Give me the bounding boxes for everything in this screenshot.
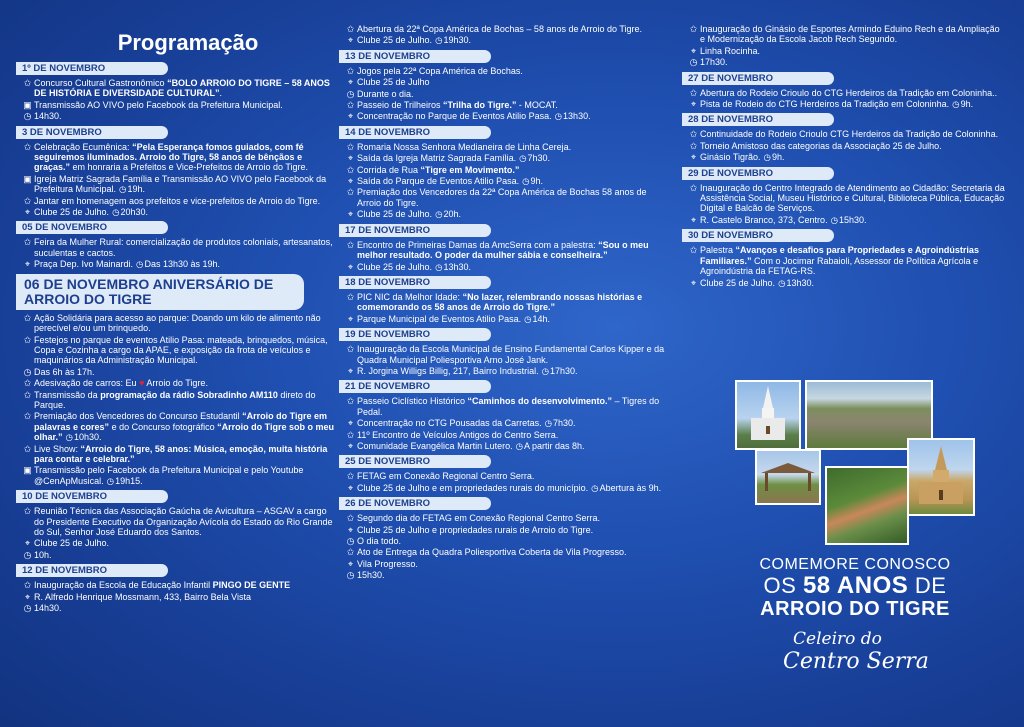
clock-icon: ◷ [346,536,355,546]
star-icon: ✩ [689,245,698,256]
event-item: ✩ Continuidade do Rodeio Crioulo CTG Herdeiros da Tradição de Coloninha. [689,129,999,140]
date-header-nov-3: 3 DE NOVEMBRO [16,126,168,139]
event-item: ✩ Feira da Mulher Rural: comercialização de produtos coloniais, artesanatos, suculentas e cactos. [23,237,333,258]
star-icon: ✩ [346,164,355,175]
clock-icon: ◷ [689,57,698,68]
star-icon: ✩ [346,547,355,558]
pin-icon: ⌖ [347,313,354,324]
location-item: ⌖ Clube 25 de Julho. ◷20h. [345,209,670,219]
event-item: ✩ Inauguração do Ginásio de Esportes Armindo Eduino Rech e da Ampliação e Modernização da Escola Jacob Rech Segundo. [689,24,1000,45]
star-icon: ✩ [346,291,355,302]
clock-icon: ◷ [554,111,563,122]
star-icon: ✩ [689,129,698,140]
event-item: ✩ Passeio Ciclístico Histórico “Caminhos do desenvolvimento.” – Tigres do Pedal. [346,396,660,417]
closing-message [735,556,975,674]
star-icon: ✩ [23,312,32,323]
clock-icon: ◷ [23,111,32,122]
date-header-nov-28: 28 DE NOVEMBRO [682,113,834,126]
date-header-nov-30: 30 DE NOVEMBRO [682,229,834,242]
event-item: ✩ Encontro de Primeiras Damas da AmcSerra com a palestra: “Sou o meu melhor resultado. O poder da mulher sábia e conselheira.” [346,239,649,261]
river-bridge-photo [825,466,909,545]
clock-icon: ◷ [830,214,838,225]
star-icon: ✩ [23,411,32,422]
star-icon: ✩ [23,378,32,389]
clock-icon: ◷ [541,365,549,376]
pin-icon: ⌖ [347,440,354,451]
pin-icon: ⌖ [24,591,31,602]
event-item: ✩ PIC NIC da Melhor Idade: “No lazer, relembrando nossas histórias e comemorando os 58 anos de Arroio do Tigre.” [346,291,643,313]
event-item: ✩ Jantar em homenagem aos prefeitos e vice-prefeitos de Arroio do Tigre. [23,195,321,206]
event-item: ✩ Inauguração da Escola de Educação Infantil PINGO DE GENTE [23,580,291,591]
star-icon: ✩ [689,24,698,34]
location-item: ⌖ R. Castelo Branco, 373, Centro. ◷15h30. [688,215,1006,225]
star-icon: ✩ [346,513,355,524]
column-3 [688,24,1006,289]
star-icon: ✩ [346,239,355,250]
date-header-nov-17: 17 DE NOVEMBRO [339,224,491,237]
pin-icon: ⌖ [347,111,354,122]
event-item: ✩ Transmissão da programação da rádio Sobradinho AM110 direto do Parque. [23,389,316,410]
pin-icon: ⌖ [347,77,354,88]
star-icon: ✩ [346,429,355,440]
star-icon: ✩ [689,140,698,151]
date-header-nov-26: 26 DE NOVEMBRO [339,497,491,510]
time-item: ◷ 10h. [23,549,52,560]
location-item: ⌖ Clube 25 de Julho [345,77,670,87]
photo-collage [735,380,975,545]
event-item: ✩ Adesivação de carros: Eu ♥ Arroio do Tigre. [23,378,208,389]
event-item: ✩ Segundo dia do FETAG em Conexão Regional Centro Serra. [346,513,600,524]
location-item: ⌖ Vila Progresso. [345,559,670,569]
slogan-script-1: Celeiro do [793,629,882,649]
clock-icon: ◷ [346,570,355,581]
location-item: ⌖ Clube 25 de Julho e em propriedades rurais do município. ◷Abertura às 9h. [345,483,670,493]
star-icon: ✩ [689,87,698,98]
pin-icon: ⌖ [690,152,697,163]
date-header-nov-29: 29 DE NOVEMBRO [682,167,834,180]
clock-icon: ◷ [519,153,527,164]
time-item: ◷ Das 6h às 17h. [23,366,95,377]
time-item: ◷ Durante o dia. [346,88,414,99]
location-item: ⌖ Clube 25 de Julho. ◷13h30. [688,278,1006,288]
location-item: ⌖ Clube 25 de Julho. ◷13h30. [345,262,670,272]
closing-line-3: ARROIO DO TIGRE [760,598,950,620]
star-icon: ✩ [689,182,698,193]
date-header-nov-27: 27 DE NOVEMBRO [682,72,834,85]
pin-icon: ⌖ [690,277,697,288]
clock-icon: ◷ [544,418,553,429]
star-icon: ✩ [23,443,32,454]
star-icon: ✩ [346,187,355,198]
clock-icon: ◷ [346,88,355,99]
date-header-nov-10: 10 DE NOVEMBRO [16,490,168,503]
event-item: ✩ Festejos no parque de eventos Atilio Pasa: mateada, brinquedos, música, Copa e Cozinha a cargo da APAE, e exposição da frota de veículos e maquinários da Administração Municipal. [23,334,328,366]
date-header-nov-1: 1º DE NOVEMBRO [16,62,168,75]
park-photo [755,449,821,505]
pin-icon: ⌖ [347,261,354,272]
star-icon: ✩ [23,506,32,517]
time-item: ◷ 14h30. [23,603,62,614]
event-item: ✩ Premiação dos Vencedores da 22ª Copa América de Bochas 58 anos de Arroio do Tigre. [346,187,647,208]
clock-icon: ◷ [778,277,786,288]
broadcast-item: ▣ Transmissão pelo Facebook da Prefeitura Municipal e pelo Youtube @CenApMusical. ◷19h15. [23,465,304,486]
location-item: ⌖ Clube 25 de Julho. ◷19h30. [345,35,670,45]
clock-icon: ◷ [435,209,443,220]
pin-icon: ⌖ [24,207,31,218]
star-icon: ✩ [346,100,355,111]
clock-icon: ◷ [435,35,443,46]
clock-icon: ◷ [591,482,599,493]
pin-icon: ⌖ [347,482,354,493]
broadcast-item: ▣ Igreja Matriz Sagrada Família e Transmissão AO VIVO pelo Facebook da Prefeitura Municipal. ◷19h. [23,173,327,195]
pin-icon: ⌖ [24,538,31,549]
star-icon: ✩ [346,396,355,407]
event-item: ✩ Corrida de Rua “Tigre em Movimento.” [346,164,520,175]
date-header-nov-14: 14 DE NOVEMBRO [339,126,491,139]
clock-icon: ◷ [23,366,32,377]
event-item: ✩ FETAG em Conexão Regional Centro Serra. [346,471,535,482]
star-icon: ✩ [346,65,355,76]
event-item: ✩ Torneio Amistoso das categorias da Associação 25 de Julho. [689,140,942,151]
location-item: ⌖ Concentração no CTG Pousadas da Carretas. ◷7h30. [345,418,670,428]
location-item: ⌖ Ginásio Tigrão. ◷9h. [688,152,1006,162]
star-icon: ✩ [23,389,32,400]
date-header-nov-21: 21 DE NOVEMBRO [339,380,491,393]
date-header-nov-13: 13 DE NOVEMBRO [339,50,491,63]
church-drawing [737,382,799,448]
event-item: ✩ Reunião Técnica das Associação Gaúcha de Avicultura – ASGAV a cargo do Presidente Executivo da Organização Avícola do Estado do Rio Grande do Sul, Senhor José Eduardo dos Santos. [23,506,333,537]
event-item: ✩ Live Show: “Arroio do Tigre, 58 anos: Música, emoção, muita história para contar e celebrar.” [23,443,328,464]
clock-icon: ◷ [23,549,32,560]
date-header-nov-5: 05 DE NOVEMBRO [16,221,168,234]
event-item: ✩ Abertura da 22ª Copa América de Bochas – 58 anos de Arroio do Tigre. [346,24,643,34]
clock-icon: ◷ [136,259,144,270]
clock-icon: ◷ [23,603,32,614]
screen-icon: ▣ [23,99,32,110]
location-item: ⌖ Saída da Igreja Matriz Sagrada Família. ◷7h30. [345,153,670,163]
pin-icon: ⌖ [347,418,354,429]
clock-icon: ◷ [522,176,530,187]
event-item: ✩ Jogos pela 22ª Copa América de Bochas. [346,65,523,76]
event-item: ✩ Passeio de Trilheiros “Trilha do Tigre.” - MOCAT. [346,100,558,111]
location-item: ⌖ Clube 25 de Julho. [22,538,334,548]
location-item: ⌖ Praça Dep. Ivo Mainardi. ◷Das 13h30 às 19h. [22,259,334,269]
pin-icon: ⌖ [347,365,354,376]
location-item: ⌖ R. Alfredo Henrique Mossmann, 433, Bairro Bela Vista [22,592,334,602]
column-2 [345,24,670,582]
pin-icon: ⌖ [24,259,31,270]
location-item: ⌖ Linha Rocinha. [688,46,1006,56]
pin-icon: ⌖ [690,45,697,56]
clock-icon: ◷ [119,184,127,195]
location-item: ⌖ Clube 25 de Julho e propriedades rurais de Arroio do Tigre. [345,525,670,535]
clock-icon: ◷ [952,99,960,110]
time-item: ◷ 14h30. [23,111,62,122]
screen-icon: ▣ [23,465,32,476]
location-item: ⌖ Comunidade Evangélica Martin Lutero. ◷A partir das 8h. [345,441,670,451]
event-item: ✩ Palestra “Avanços e desafios para Propriedades e Agroindústrias Familiares.” Com o Jocimar Rabaioli, Assessor de Política Agrícola e Agroindústria da FETAG-RS. [689,245,979,277]
heart-icon: ♥ [139,378,145,389]
location-item: ⌖ Clube 25 de Julho. ◷20h30. [22,207,334,217]
clock-icon: ◷ [65,432,73,443]
pin-icon: ⌖ [690,99,697,110]
event-item: ✩ Abertura do Rodeio Crioulo do CTG Herdeiros da Tradição em Coloninha.. [689,87,998,98]
location-item: ⌖ Saída do Parque de Eventos Atilio Pasa. ◷9h. [345,176,670,186]
closing-line-1: COMEMORE CONOSCO [759,556,951,573]
event-item: ✩ Inauguração do Centro Integrado de Atendimento ao Cidadão: Secretaria da Assistência Social, Museu Histórico e Cultural, Biblioteca Pública, Educação Digital e Balcão de Serviços. [689,182,1005,214]
star-icon: ✩ [23,334,32,345]
stone-church-drawing [909,440,973,514]
star-icon: ✩ [23,237,32,248]
clock-icon: ◷ [524,313,532,324]
pin-icon: ⌖ [347,209,354,220]
star-icon: ✩ [346,471,355,482]
pin-icon: ⌖ [347,558,354,569]
pin-icon: ⌖ [347,35,354,46]
event-item: ✩ Premiação dos Vencedores do Concurso Estudantil “Arroio do Tigre em palavras e cores” e do Concurso fotográfico “Arroio do Tigre sob o meu olhar.” ◷10h30. [23,411,334,443]
date-header-nov-25: 25 DE NOVEMBRO [339,455,491,468]
event-item: ✩ Inauguração da Escola Municipal de Ensino Fundamental Carlos Kipper e da Quadra Municipal Poliesportiva Arno José Jank. [346,344,665,365]
star-icon: ✩ [346,344,355,355]
time-item: ◷ 15h30. [346,570,385,581]
star-icon: ✩ [23,78,32,88]
location-item: ⌖ R. Jorgina Willigs Billig, 217, Bairro Industrial. ◷17h30. [345,366,670,376]
pin-icon: ⌖ [690,214,697,225]
church-photo [735,380,801,450]
date-header-nov-12: 12 DE NOVEMBRO [16,564,168,577]
star-icon: ✩ [23,195,32,206]
clock-icon: ◷ [515,440,524,451]
pin-icon: ⌖ [347,176,354,187]
date-header-nov-19: 19 DE NOVEMBRO [339,328,491,341]
column-1 [22,0,334,614]
location-item: ⌖ Pista de Rodeio do CTG Herdeiros da Tradição em Coloninha. ◷9h. [688,99,1006,109]
event-item: ✩ Concurso Cultural Gastronômico “BOLO ARROIO DO TIGRE – 58 ANOS DE HISTÓRIA E DIVERSIDADE CULTURAL”. [23,78,330,99]
pin-icon: ⌖ [347,524,354,535]
date-header-nov-18: 18 DE NOVEMBRO [339,276,491,289]
star-icon: ✩ [23,141,32,152]
event-item: ✩ 11º Encontro de Veículos Antigos do Centro Serra. [346,429,559,440]
location-item: ⌖ Concentração no Parque de Eventos Atilio Pasa. ◷13h30. [345,111,670,121]
pin-icon: ⌖ [347,153,354,164]
pavilion-drawing [757,451,819,503]
star-icon: ✩ [346,141,355,152]
clock-icon: ◷ [435,261,443,272]
event-item: ✩ Celebração Ecumênica: “Pela Esperança fomos guiados, com fé seguiremos iluminados. Arroio do Tigre, 58 anos de bênçãos e graças.” em honraria a Prefeitos e Vice-Prefeitos de Arroio do Tigre. [23,141,308,173]
event-item: ✩ Ato de Entrega da Quadra Poliesportiva Coberta de Vila Progresso. [346,547,627,558]
broadcast-item: ▣ Transmissão AO VIVO pelo Facebook da Prefeitura Municipal. [23,99,283,110]
star-icon: ✩ [23,580,32,591]
event-item: ✩ Romaria Nossa Senhora Medianeira de Linha Cereja. [346,141,572,152]
location-item: ⌖ Parque Municipal de Eventos Atilio Pasa. ◷14h. [345,314,670,324]
star-icon: ✩ [346,24,355,34]
clock-icon: ◷ [106,475,115,486]
clock-icon: ◷ [763,152,771,163]
stone-church-photo [907,438,975,516]
page-title: Programação [117,30,259,55]
clock-icon: ◷ [112,207,120,218]
time-item: ◷ 17h30. [689,57,728,68]
time-item: ◷ O dia todo. [346,536,402,546]
screen-icon: ▣ [23,173,32,184]
slogan-script-2: Centro Serra [783,649,929,674]
closing-line-2: OS 58 ANOS DE [763,572,947,599]
date-header-nov-6: 06 DE NOVEMBRO ANIVERSÁRIO DE ARROIO DO TIGRE [16,274,304,310]
event-item: ✩ Ação Solidária para acesso ao parque: Doando um kilo de alimento não perecível e/ou um brinquedo. [23,312,321,334]
